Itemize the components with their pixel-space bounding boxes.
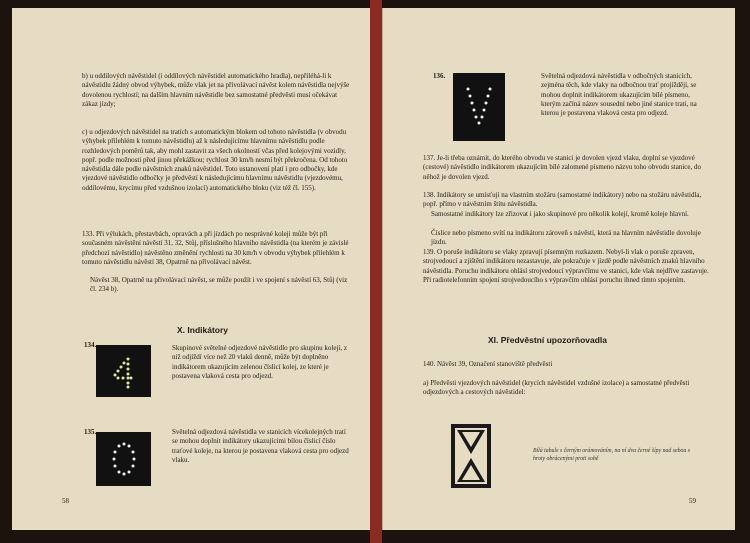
item-134-text: Skupinové světelné odjezdové návěstidlo pro skupinu kolejí, z níž odjíždí více než 20 vlaků denně, může být doplněno indikátorem ukazujícím zelenou číslicí kolej, ze které je postavena vlaková cesta pro odjezd.	[172, 344, 347, 380]
white-letter-v-indicator-icon	[453, 73, 505, 141]
item-136-text: Světelná odjezdová návěstidla v odbočných stanicích, zejména těch, kde vlaky na odbočnou trať projíždějí, se mohou doplnit indikátorem ukazujícím bílé písmeno, kterým začíná název sousední nebo jiné stanice trati, na kterou je postavena vlaková cesta pro odjezd.	[541, 72, 697, 118]
paragraph-133-continued: Návěst 38, Opatrně na přivolávací návěst, se může použít i ve spojení s návěstí 63, Stůj (viz čl. 234 b).	[90, 276, 348, 294]
page-number-left: 58	[62, 497, 69, 505]
paragraph-139: 139. O poruše indikátoru se vlaky zpravují písemným rozkazem. Nebyl-li vlak o poruše zpraven, strojvedoucí a zjištění indikátoru nezastavuje, ale pokračuje v jízdě podle návěstních znaků hlavního návěstidla. Poruchu indikátoru ohlásí strojvedoucí výpravčímu ve stanici, kde vlak nejdříve zastavuje. Při radiotelefonním spojení strojvedoucího s výpravčím ohlásí poruchu ihned tímto spojením.	[423, 248, 709, 284]
paragraph-140: 140. Návěst 39, Označení stanoviště předvěsti	[423, 360, 553, 368]
paragraph-c: c) u odjezdových návěstidel na tratích s automatickým blokem od tohoto návěstidla (v obvodu výhybek přilehlém k tomuto návěstidlu) až k následujícímu hlavnímu návěstidlu podle rozhledových poměrů tak, aby mohl zastavit za všech okolností včas před kolejovými vozidly, popř. podle možnosti před jinou překážkou; rychlost 30 km/h nesmí být překročena. Od tohoto návěstidla dále podle návěstních znaků návěstidel. Toto ustanovení platí i pro odbočky, kde vjezdové návěstidlo odbočky je předvěstí k následujícímu hlavnímu návěstidlu (vjezdovému, oddílovému, krycímu před vzdušnou izolací) automatického bloku (viz též čl. 155).	[82, 128, 348, 192]
item-number-134: 134.	[84, 341, 97, 349]
marker-caption: Bílá tabule s černým orámováním, na ní dva černé šípy nad sebou s hroty obrácenými proti sobě	[533, 448, 690, 462]
indicator-134-image	[96, 345, 151, 397]
paragraph-140a: a) Předvěsti vjezdových návěstidel (krycích návěstidel vzdušné izolace) a samostatné předvěsti odjezdových a cestových návěstidel:	[423, 379, 690, 397]
item-number-135: 135.	[84, 428, 97, 436]
double-arrow-marker-icon	[451, 424, 491, 488]
right-page	[382, 8, 735, 530]
left-page	[12, 8, 371, 530]
paragraph-133: 133. Při výlukách, přestavbách, opravách a při jízdách po nesprávné koleji může být při současném návěstění návěstí 31, 32, Stůj, příslušného hlavního návěstidla (na kterém je závislé předchozí návěstidlo) návěstěno změnění rychlosti na 30 km/h v obvodu výhybek přilehlém k tomuto návěstidlu návěstí 38, Opatrně na přivolávací návěst.	[82, 230, 349, 266]
paragraph-138-continued: Samostatné indikátory lze zřizovat i jako skupinové pro několik kolejí, kromě koleje hlavní.	[431, 210, 689, 218]
section-heading-x: X. Indikátory	[177, 325, 229, 335]
indicator-136-image	[453, 73, 505, 141]
paragraph-138: 138. Indikátory se umísťují na vlastním stožáru (samostatné indikátory) nebo na stožáru návěstidla, popř. přímo v návěstním štítu návěstidla.	[423, 191, 702, 209]
paragraph-137: 137. Je-li třeba oznámit, do kterého obvodu ve stanici je dovolen vjezd vlaku, doplní se vjezdové (cestové) návěstidlo indikátorem ukazujícím bílé zalomené písmeno názvu toho obvodu stanice, do něhož je dovolen vjezd.	[423, 154, 701, 181]
page-number-right: 59	[689, 497, 696, 505]
green-digit-indicator-icon	[96, 345, 151, 397]
marker-board-image	[451, 424, 491, 488]
section-heading-xi: XI. Předvěstní upozorňovadla	[488, 335, 608, 345]
paragraph-b: b) u oddílových návěstidel (i oddílových návěstidel automatického hradla), nepřiléhá-li k návěstidlu žádný obvod výhybek, může vlak jet na přivolávací návěst kolem návěstidla nejvýše dovolenou rychlostí; na dalším hlavním návěstidle bez samostatné předvěsti musí očekávat zákaz jízdy;	[82, 72, 350, 108]
book-spine	[370, 0, 382, 543]
indicator-135-image	[96, 432, 151, 486]
item-135-text: Světelná odjezdová návěstidla ve stanicích vícekolejných tratí se mohou doplnit indikátory ukazujícími bílou číslicí číslo traťové koleje, na kterou je postavena vlaková cesta pro odjezd vlaku.	[172, 428, 349, 464]
item-number-136: 136.	[433, 72, 446, 80]
paragraph-138-note: Číslice nebo písmeno svítí na indikátoru zároveň s návěstí, která na hlavním návěstidle dovoluje jízdu.	[431, 229, 701, 247]
white-zero-indicator-icon	[96, 432, 151, 486]
